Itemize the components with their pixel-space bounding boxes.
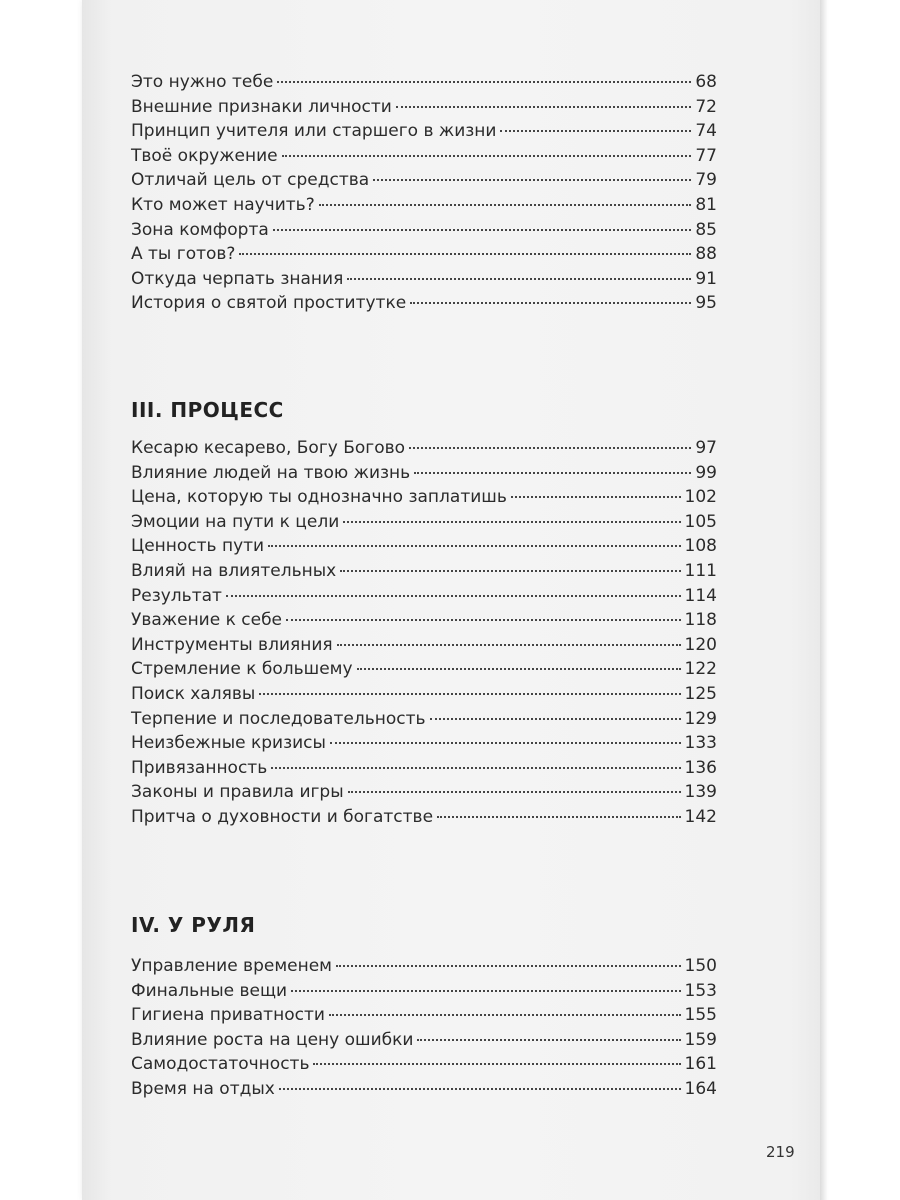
toc-dot-leader: [330, 742, 681, 744]
toc-entry: [131, 635, 717, 660]
toc-dot-leader: [500, 130, 691, 132]
toc-entry-page: 133: [684, 733, 717, 754]
toc-dot-leader: [291, 990, 681, 992]
toc-entry-title: Влияние людей на твою жизнь: [131, 462, 411, 483]
toc-dot-leader: [343, 521, 680, 523]
toc-entry-page: 114: [684, 585, 717, 606]
toc-entry-title: Притча о духовности и богатстве: [131, 806, 434, 827]
toc-entry-page: 74: [695, 121, 717, 142]
toc-entry: [131, 807, 717, 832]
toc-entry-page: 161: [684, 1054, 717, 1075]
toc-dot-leader: [396, 106, 692, 108]
toc-entry-title: Инструменты влияния: [131, 634, 333, 655]
toc-entry-title: История о святой проститутке: [131, 293, 407, 314]
toc-entry: [131, 782, 717, 807]
toc-entry-title: Привязанность: [131, 757, 268, 778]
toc-dot-leader: [279, 1088, 681, 1090]
toc-entry-title: Это нужно тебе: [131, 72, 274, 92]
toc-entry-page: 88: [695, 244, 717, 265]
toc-dot-leader: [430, 718, 681, 720]
toc-entry: [131, 1079, 717, 1104]
toc-entry-page: 150: [684, 956, 717, 976]
toc-entry-title: Принцип учителя или старшего в жизни: [131, 121, 497, 142]
toc-entry-title: Уважение к себе: [131, 610, 283, 631]
toc-entry: [131, 981, 717, 1006]
toc-entry-page: 129: [684, 708, 717, 729]
toc-entry: [131, 72, 717, 97]
toc-entry-title: Твоё окружение: [131, 145, 278, 166]
toc-entry-title: Зона комфорта: [131, 219, 269, 240]
toc-entry: [131, 709, 717, 734]
toc-entry: [131, 610, 717, 635]
toc-entry-title: Самодостаточность: [131, 1054, 310, 1075]
toc-list-helm: [131, 956, 717, 1104]
toc-entry-title: Кто может научить?: [131, 194, 315, 215]
toc-entry-page: 155: [684, 1005, 717, 1026]
toc-entry-page: 164: [684, 1078, 717, 1099]
toc-entry: [131, 1030, 717, 1055]
toc-entry-page: 120: [684, 634, 717, 655]
toc-dot-leader: [271, 767, 680, 769]
toc-dot-leader: [417, 1039, 680, 1041]
toc-entry-page: 136: [684, 757, 717, 778]
toc-entry: [131, 438, 717, 463]
toc-entry: [131, 586, 717, 611]
toc-entry: [131, 146, 717, 171]
section-heading-process: III. ПРОЦЕСС: [131, 398, 284, 422]
toc-dot-leader: [409, 447, 691, 449]
toc-entry-page: 108: [684, 536, 717, 557]
page-number: 219: [766, 1143, 795, 1161]
toc-entry-title: Законы и правила игры: [131, 782, 344, 803]
toc-entry-page: 142: [684, 806, 717, 827]
toc-entry-title: Отличай цель от средства: [131, 170, 370, 191]
toc-entry-page: 105: [684, 511, 717, 532]
toc-entry-title: Гигиена приватности: [131, 1005, 325, 1026]
toc-dot-leader: [282, 155, 692, 157]
toc-dot-leader: [347, 278, 691, 280]
toc-entry: [131, 659, 717, 684]
toc-entry: [131, 758, 717, 783]
toc-dot-leader: [239, 253, 691, 255]
toc-entry-title: Цена, которую ты однозначно заплатишь: [131, 487, 507, 508]
toc-entry: [131, 121, 717, 146]
toc-entry-page: 97: [695, 438, 717, 458]
toc-entry: [131, 170, 717, 195]
toc-entry: [131, 220, 717, 245]
toc-dot-leader: [410, 302, 691, 304]
toc-dot-leader: [348, 791, 681, 793]
toc-dot-leader: [226, 595, 681, 597]
toc-entry-title: А ты готов?: [131, 244, 236, 265]
toc-entry-title: Управление временем: [131, 956, 333, 976]
toc-entry-page: 139: [684, 782, 717, 803]
toc-dot-leader: [268, 545, 680, 547]
toc-entry-title: Неизбежные кризисы: [131, 733, 326, 754]
toc-dot-leader: [414, 472, 691, 474]
toc-entry-page: 125: [684, 683, 717, 704]
toc-entry: [131, 269, 717, 294]
toc-entry: [131, 293, 717, 318]
toc-entry: [131, 561, 717, 586]
toc-entry-page: 122: [684, 659, 717, 680]
toc-list-continued: [131, 72, 717, 318]
toc-entry-title: Влияй на влиятельных: [131, 560, 337, 581]
toc-entry-title: Результат: [131, 585, 222, 606]
toc-dot-leader: [329, 1014, 681, 1016]
toc-dot-leader: [313, 1063, 680, 1065]
toc-entry: [131, 487, 717, 512]
page-edge: [820, 0, 828, 1200]
toc-dot-leader: [437, 816, 681, 818]
section-heading-helm: IV. У РУЛЯ: [131, 913, 256, 937]
toc-entry: [131, 684, 717, 709]
toc-entry-title: Внешние признаки личности: [131, 96, 392, 117]
toc-entry-title: Влияние роста на цену ошибки: [131, 1029, 414, 1050]
toc-entry-page: 111: [684, 560, 717, 581]
toc-entry: [131, 536, 717, 561]
toc-entry-page: 153: [684, 980, 717, 1001]
toc-entry-title: Эмоции на пути к цели: [131, 511, 340, 532]
toc-entry: [131, 512, 717, 537]
toc-entry-page: 81: [695, 194, 717, 215]
toc-dot-leader: [259, 693, 680, 695]
toc-entry-page: 85: [695, 219, 717, 240]
toc-entry: [131, 956, 717, 981]
toc-entry: [131, 195, 717, 220]
toc-entry-page: 95: [695, 293, 717, 314]
toc-dot-leader: [336, 965, 681, 967]
toc-entry-page: 68: [695, 72, 717, 92]
toc-entry-title: Финальные вещи: [131, 980, 288, 1001]
toc-entry: [131, 1054, 717, 1079]
toc-dot-leader: [277, 81, 691, 83]
toc-dot-leader: [337, 644, 681, 646]
toc-dot-leader: [511, 496, 681, 498]
toc-entry-page: 102: [684, 487, 717, 508]
toc-dot-leader: [319, 204, 692, 206]
toc-dot-leader: [340, 570, 680, 572]
toc-entry-title: Откуда черпать знания: [131, 268, 344, 289]
toc-list-process: [131, 438, 717, 832]
toc-entry-title: Стремление к большему: [131, 659, 353, 680]
toc-entry-page: 77: [695, 145, 717, 166]
toc-entry-page: 79: [695, 170, 717, 191]
toc-entry-title: Поиск халявы: [131, 683, 256, 704]
toc-entry: [131, 97, 717, 122]
toc-entry: [131, 733, 717, 758]
toc-entry-page: 91: [695, 268, 717, 289]
toc-dot-leader: [373, 179, 691, 181]
toc-entry: [131, 463, 717, 488]
toc-entry-title: Кесарю кесарево, Богу Богово: [131, 438, 406, 458]
toc-entry-page: 118: [684, 610, 717, 631]
toc-entry: [131, 244, 717, 269]
toc-entry-title: Терпение и последовательность: [131, 708, 426, 729]
toc-entry: [131, 1005, 717, 1030]
toc-dot-leader: [286, 619, 681, 621]
toc-dot-leader: [357, 668, 681, 670]
toc-entry-title: Ценность пути: [131, 536, 265, 557]
toc-entry-page: 72: [695, 96, 717, 117]
toc-entry-page: 99: [695, 462, 717, 483]
toc-dot-leader: [273, 229, 692, 231]
toc-entry-page: 159: [684, 1029, 717, 1050]
toc-entry-title: Время на отдых: [131, 1078, 275, 1099]
